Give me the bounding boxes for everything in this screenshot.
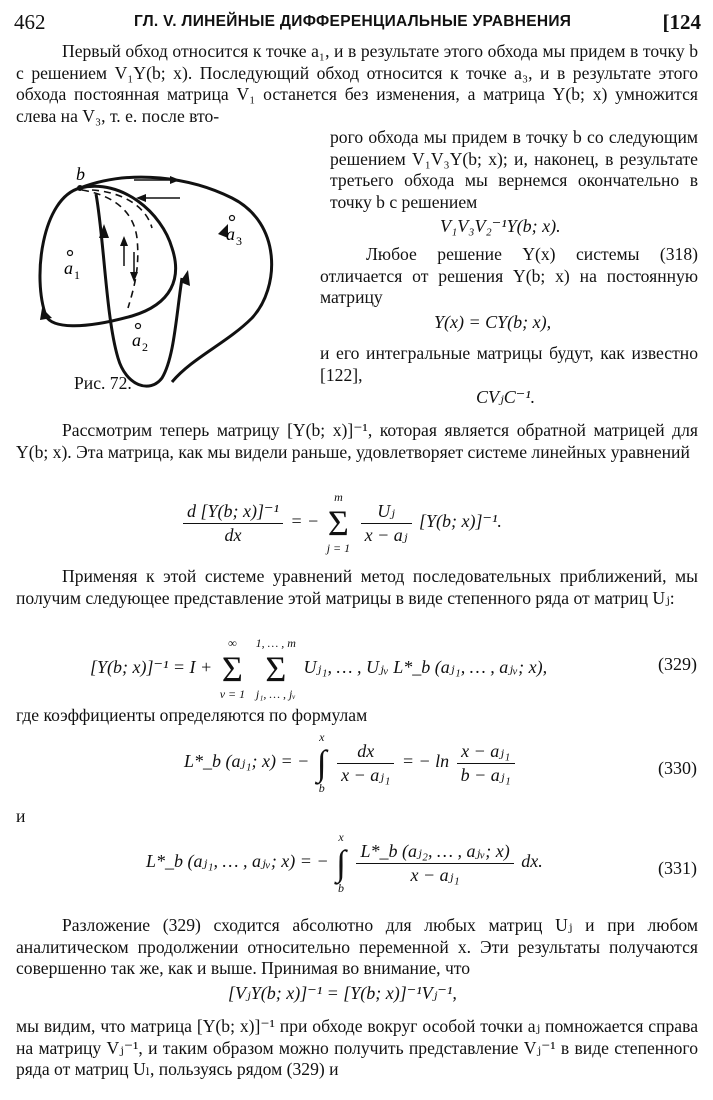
equation-329: [Y(b; x)]⁻¹ = I + ∞ Σ ν = 1 1, … , m Σ j₁, … , jᵥ Uⱼ₁, … , Uⱼᵥ L*_b (aⱼ₁, … , aⱼᵥ; x), <box>90 636 548 701</box>
arrow-down-small-head <box>130 272 138 282</box>
paragraph-4: Рассмотрим теперь матрицу [Y(b; x)]⁻¹, которая является обратной матрицей для Y(b; x). Эта матрица, как мы видели раньше, удовлетворяет системе линейных уравнений <box>16 420 698 462</box>
label-b: b <box>76 164 85 184</box>
equation-331: L*_b (aⱼ₁, … , aⱼᵥ; x) = − x ∫ b $\frac{\text{L*\_b (aⱼ₂, … , aⱼᵥ; x)}}{\text{x − aⱼ₁}}$ dx. <box>146 830 543 895</box>
curve-arrow-2 <box>40 308 52 320</box>
arrow-right-head <box>170 176 180 184</box>
equation-ode: $\frac{\text{d [Y(b; x)]⁻¹}}{dx}$ = − m Σ j = 1 $\frac{\text{Uⱼ}}{\text{x − aⱼ}}$ [Y(b; x)]⁻¹. <box>180 490 502 556</box>
paragraph-6: где коэффициенты определяются по формулам <box>16 705 368 725</box>
ode-frac-num: Uⱼ <box>361 501 412 524</box>
equation-number-331: (331) <box>658 858 697 878</box>
equation-number-330: (330) <box>658 758 697 778</box>
running-header <box>14 10 701 38</box>
eq330-frac2-den: b − aⱼ₁ <box>460 764 511 785</box>
eq331-int-top: x <box>338 830 344 844</box>
eq331-frac-num: L*_b (aⱼ₂, … , aⱼᵥ; x) <box>356 841 513 864</box>
eq329-sum2-bot: j₁, … , jᵥ <box>255 687 296 701</box>
eq329-body: Uⱼ₁, … , Uⱼᵥ L*_b (aⱼ₁, … , aⱼᵥ; x), <box>303 657 548 678</box>
eq330-frac-den: x − aⱼ₁ <box>341 764 391 785</box>
dashed-path-1 <box>82 190 138 308</box>
point-a3-marker <box>230 216 235 221</box>
point-b <box>77 185 83 191</box>
paragraph-3: и его интегральные матрицы будут, как известно [122], <box>320 343 698 385</box>
ode-mid: = − <box>290 511 320 532</box>
equation-330: L*_b (aⱼ₁; x) = − x ∫ b $\frac{dx}{\text{x − aⱼ₁}}$ = − ln $\frac{\text{x − aⱼ₁}}{\text{b − aⱼ₁}}$ <box>184 730 518 796</box>
eq329-sum1-top: ∞ <box>228 636 237 650</box>
label-a2: a <box>132 330 141 350</box>
paragraph-1: Первый обход относится к точке a₁, и в результате этого обхода мы придем в точку b с решением V₁Y(b; x). Последующий обход относится к точке a₃, и в результате этого обхода постоянная матрица V₁ останется без изменения, а матрица Y(b; x) умножится слева на V₃, т. е. после вто- <box>16 41 698 126</box>
eq329-sum1-bot: ν = 1 <box>219 687 246 701</box>
eq331-tail: dx. <box>521 851 543 872</box>
paragraph-7: Разложение (329) сходится абсолютно для любых матриц Uⱼ и при любом аналитическом продолжении относительно переменной x. Эти результаты получаются совершенно так же, как и выше. Принимая во внимание, что <box>16 915 698 978</box>
eq330-frac-num: dx <box>337 741 394 764</box>
label-a1: a <box>64 258 73 278</box>
paragraph-1-continued: рого обхода мы придем в точку b со следующим решением V₁V₃Y(b; x); и, наконец, в результате третьего обхода мы вернемся окончательно в точку b с решением <box>330 127 698 212</box>
eq330-mid: = − ln <box>401 751 450 772</box>
ode-num: d [Y(b; x)]⁻¹ <box>183 501 283 524</box>
eq331-int-bot: b <box>338 881 345 895</box>
paragraph-5: Применяя к этой системе уравнений метод последовательных приближений, мы получим следующее представление этой матрицы в виде степенного ряда от матриц Uⱼ: <box>16 566 698 608</box>
chapter-title: ГЛ. V. ЛИНЕЙНЫЕ ДИФФЕРЕНЦИАЛЬНЫЕ УРАВНЕНИЯ <box>134 13 572 30</box>
ode-sum-top: m <box>334 490 343 504</box>
label-a3-sub: 3 <box>236 234 242 248</box>
ode-tail: [Y(b; x)]⁻¹. <box>419 511 502 532</box>
eq330-int-bot: b <box>318 781 325 795</box>
eq331-lhs: L*_b (aⱼ₁, … , aⱼᵥ; x) = − <box>146 851 329 872</box>
eq329-lhs: [Y(b; x)]⁻¹ = I + <box>90 657 213 678</box>
eq330-int-top: x <box>319 730 325 744</box>
paragraph-2: Любое решение Y(x) системы (318) отличается от решения Y(b; x) на постоянную матрицу <box>320 244 698 307</box>
ode-den: dx <box>224 524 242 545</box>
equation-v1v3v2: V₁V₃V₂⁻¹Y(b; x). <box>440 216 561 236</box>
arrow-up-small-head <box>120 236 128 246</box>
equation-inverse: [VⱼY(b; x)]⁻¹ = [Y(b; x)]⁻¹Vⱼ⁻¹, <box>228 983 457 1003</box>
figure-72-diagram <box>22 158 312 400</box>
equation-number-329: (329) <box>658 654 697 674</box>
point-a1-marker <box>68 251 73 256</box>
section-number: [124 <box>662 10 701 34</box>
eq330-lhs: L*_b (aⱼ₁; x) = − <box>184 751 310 772</box>
eq330-frac2-num: x − aⱼ₁ <box>457 741 515 764</box>
ode-frac-den: x − aⱼ <box>364 524 408 545</box>
equation-cvc: CVⱼC⁻¹. <box>476 387 536 407</box>
ode-sum-bot: j = 1 <box>326 541 351 555</box>
word-and: и <box>16 806 26 826</box>
page-number: 462 <box>14 10 46 34</box>
paragraph-8: мы видим, что матрица [Y(b; x)]⁻¹ при обходе вокруг особой точки aⱼ помножается справа на матрицу Vⱼ⁻¹, и таким образом можно получить представление Vⱼ⁻¹ в виде степенного ряда от матриц Uₗ, пользуясь рядом (329) и <box>16 1016 698 1079</box>
label-a1-sub: 1 <box>74 268 80 282</box>
eq331-frac-den: x − aⱼ₁ <box>410 864 460 885</box>
equation-yx: Y(x) = CY(b; x), <box>434 312 552 332</box>
figure-caption: Рис. 72. <box>74 373 132 393</box>
label-a2-sub: 2 <box>142 340 148 354</box>
point-a2-marker <box>136 324 141 329</box>
label-a3: a <box>226 224 235 244</box>
eq329-sum2-top: 1, … , m <box>255 636 296 650</box>
